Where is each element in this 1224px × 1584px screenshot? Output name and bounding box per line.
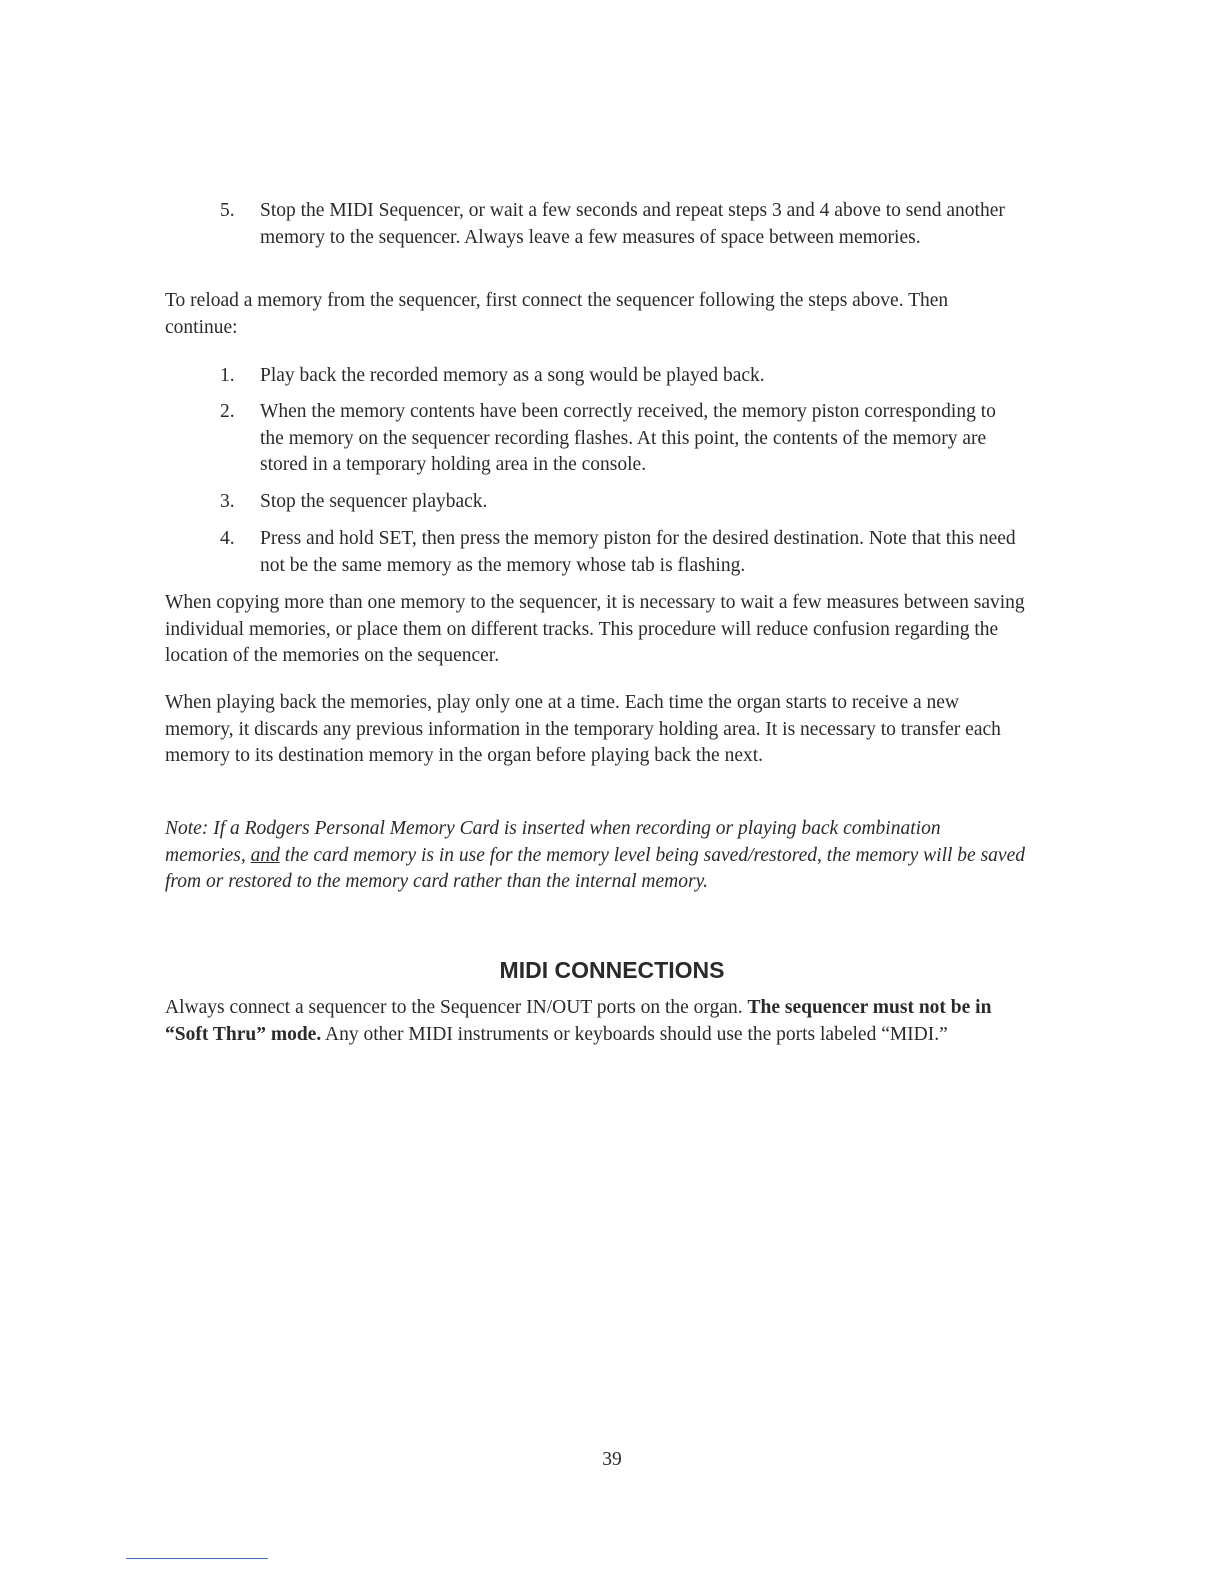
list-item-number: 3. [220, 491, 235, 512]
paragraph-copying: When copying more than one memory to the sequencer, it is necessary to wait a few measures between saving individual memories, or place them on different tracks. This procedure will reduce confusion regarding the location of the memories on the sequencer. [165, 592, 1025, 666]
paragraph-reload: To reload a memory from the sequencer, first connect the sequencer following the steps above. Then continue: [165, 290, 949, 338]
list-item-number: 5. [220, 200, 235, 221]
paragraph-playing: When playing back the memories, play only one at a time. Each time the organ starts to receive a new memory, it discards any previous information in the temporary holding area. It is necessary to transfer each memory to its destination memory in the organ before playing back the next. [165, 692, 1001, 766]
note-text-end: the card memory is in use for the memory level being saved/restored, the memory will be saved from or restored to the memory card rather than the internal memory. [165, 844, 1025, 892]
list-item-text: When the memory contents have been correctly received, the memory piston corresponding to the memory on the sequencer recording flashes. At this point, the contents of the memory are stored in a temporary holding area in the console. [260, 401, 996, 475]
paragraph-connections [165, 995, 1025, 1048]
list-item-number: 4. [220, 528, 235, 549]
list-item-text: Stop the sequencer playback. [260, 491, 488, 512]
connections-text-start: Always connect a sequencer to the Sequencer IN/OUT ports on the organ. [165, 997, 748, 1018]
note-text-start: Note: If a Rodgers Personal Memory Card is inserted when recording or playing back combination memories, [165, 818, 941, 866]
list-item-number: 1. [220, 365, 235, 386]
connections-text-end: Any other MIDI instruments or keyboards should use the ports labeled “MIDI.” [321, 1023, 948, 1045]
note-underlined-word: and [250, 844, 280, 866]
list-item-text: Press and hold SET, then press the memory piston for the desired destination. Note that this need not be the same memory as the memory whose tab is flashing. [260, 528, 1016, 576]
section-heading: MIDI CONNECTIONS [499, 957, 725, 983]
list-item-text: Stop the MIDI Sequencer, or wait a few seconds and repeat steps 3 and 4 above to send another memory to the sequencer. Always leave a few measures of space between memories. [260, 200, 1005, 248]
footnote-divider [126, 1558, 268, 1559]
note-paragraph [165, 816, 1025, 896]
list-item-text: Play back the recorded memory as a song would be played back. [260, 365, 765, 386]
list-item-number: 2. [220, 401, 235, 422]
page-number: 39 [602, 1449, 622, 1470]
connections-bold-warning: The sequencer must not be in “Soft Thru” mode. [165, 997, 992, 1045]
